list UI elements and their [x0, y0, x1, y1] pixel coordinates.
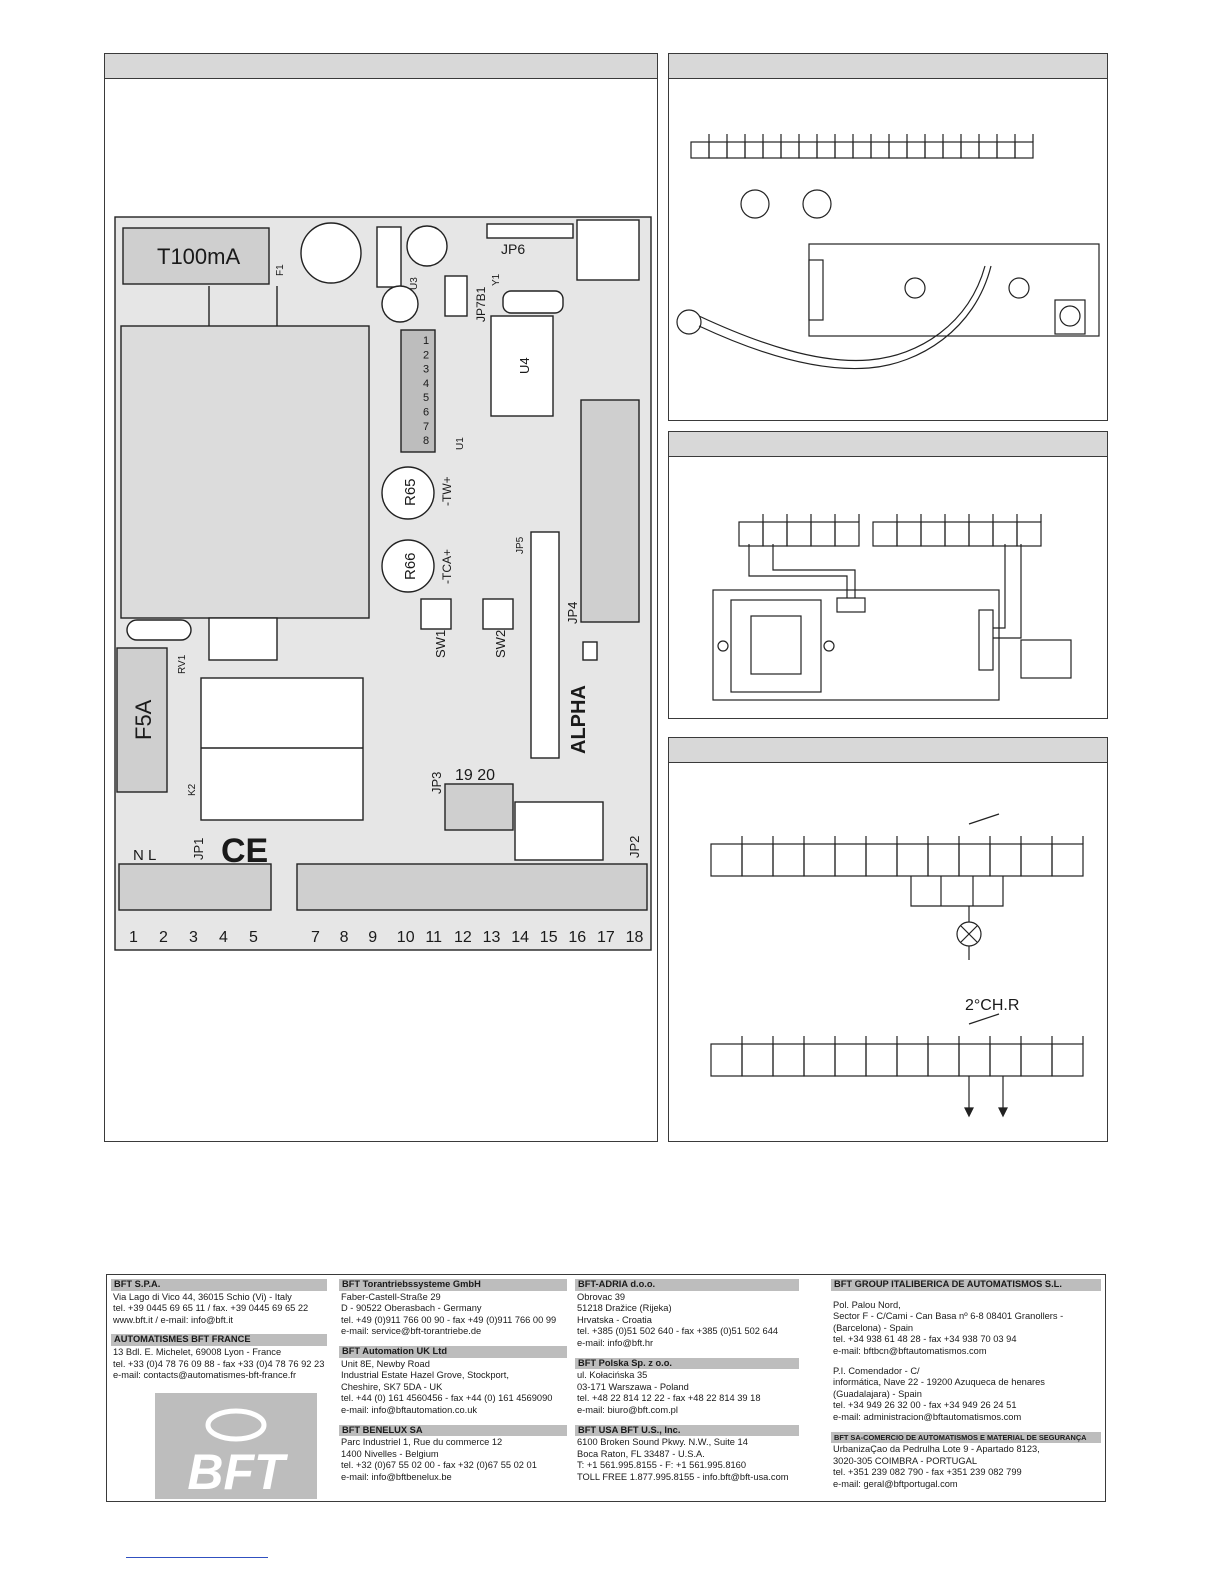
- terminal-box: [853, 142, 871, 158]
- terminal-box: [742, 1044, 773, 1076]
- footer-address-line: e-mail: service@bft-torantriebe.de: [341, 1326, 482, 1337]
- board-label-u4: U4: [517, 357, 532, 374]
- footer-address-line: tel. +49 (0)911 766 00 90 - fax +49 (0)911 766 00 99: [341, 1314, 557, 1325]
- footer-address-line: tel. +385 (0)51 502 640 - fax +385 (0)51 502 644: [577, 1326, 779, 1337]
- dip-switch-number: 1: [423, 335, 430, 347]
- dip-switch-number: 3: [423, 363, 430, 376]
- footer-address-line: TOLL FREE 1.877.995.8155 - info.bft@bft-usa.com: [577, 1471, 789, 1482]
- wiring-diagram-b: [669, 432, 1107, 718]
- terminal-box: [961, 142, 979, 158]
- board-label-y1: Y1: [491, 273, 502, 286]
- bft-logo: [155, 1393, 317, 1499]
- fuse-f5-label: F5A: [131, 699, 156, 740]
- footer-address-line: Industrial Estate Hazel Grove, Stockport,: [341, 1370, 509, 1381]
- footer-address-line: Parc Industriel 1, Rue du commerce 12: [341, 1437, 503, 1448]
- terminal-box: [921, 522, 945, 546]
- board-label-sw2: SW2: [493, 629, 508, 658]
- terminal-box: [817, 142, 835, 158]
- terminal-box: [1052, 1044, 1083, 1076]
- footer-address-line: Sector F - C/Cami - Can Basa nº 6-8 08401 Granollers -: [833, 1311, 1064, 1322]
- board-label-tw: -TW+: [440, 476, 454, 506]
- board-label-jp7b1: JP7B1: [474, 286, 488, 322]
- terminal-box: [897, 1044, 928, 1076]
- terminal-box: [866, 844, 897, 876]
- wiring-diagram-c: [669, 738, 1107, 1141]
- terminal-number: 2: [159, 929, 168, 946]
- footer-address-line: tel. +44 (0) 161 4560456 - fax +44 (0) 161 4569090: [341, 1393, 553, 1404]
- dip-switch-number: 7: [423, 420, 430, 433]
- board-label-jp6: JP6: [501, 241, 526, 257]
- bottom-link-line: [126, 1557, 268, 1558]
- footer-address-line: Cheshire, SK7 5DA - UK: [341, 1381, 443, 1392]
- footer-address-line: ul. Kołacińska 35: [577, 1370, 648, 1381]
- terminal-box: [742, 844, 773, 876]
- terminal-box: [1021, 1044, 1052, 1076]
- footer-address-line: e-mail: geral@bftportugal.com: [833, 1478, 958, 1489]
- footer-col-2: [339, 1279, 567, 1492]
- footer-col-1: [111, 1279, 327, 1390]
- footer-address-line: e-mail: info@bftautomation.co.uk: [341, 1404, 478, 1415]
- board-diagram: [105, 54, 657, 1141]
- footer-address-line: tel. +33 (0)4 78 76 09 88 - fax +33 (0)4 78 76 92 23: [113, 1358, 325, 1369]
- terminal-box: [835, 522, 859, 546]
- board-label-jp4: JP4: [565, 601, 580, 624]
- footer-address-line: informática, Nave 22 - 19200 Azuqueca de henares: [833, 1377, 1045, 1388]
- footer-address-line: Obrovac 39: [577, 1291, 626, 1302]
- terminal-box: [787, 522, 811, 546]
- footer-address-line: Hrvatska - Croatia: [577, 1314, 652, 1325]
- footer-address-line: tel. +48 22 814 12 22 - fax +48 22 814 39 18: [577, 1393, 761, 1404]
- terminal-box: [804, 1044, 835, 1076]
- terminal-box: [959, 844, 990, 876]
- footer-address-line: (Barcelona) - Spain: [833, 1322, 914, 1333]
- terminal-box: [945, 522, 969, 546]
- footer-address-line: e-mail: biuro@bft.com.pl: [577, 1404, 678, 1415]
- board-panel: [104, 53, 658, 1142]
- terminal-box: [781, 142, 799, 158]
- terminal-box: [969, 522, 993, 546]
- board-label-ce: CE: [221, 832, 269, 870]
- terminal-box: [897, 844, 928, 876]
- terminal-box: [773, 1044, 804, 1076]
- footer-address-line: 3020-305 COIMBRA - PORTUGAL: [833, 1455, 977, 1466]
- terminal-number: 17: [597, 929, 615, 946]
- terminal-box: [763, 142, 781, 158]
- terminal-number: 1: [129, 929, 138, 946]
- company-addresses-footer: [106, 1274, 1106, 1502]
- footer-address-line: Boca Raton, FL 33487 - U.S.A.: [577, 1448, 705, 1459]
- dip-switch-number: 5: [423, 392, 430, 405]
- terminal-box: [997, 142, 1015, 158]
- terminal-box: [866, 1044, 897, 1076]
- wiring-panel-c: [668, 737, 1108, 1142]
- wiring-panel-a: [668, 53, 1108, 421]
- footer-company-name: BFT Torantriebssysteme GmbH: [339, 1279, 567, 1291]
- footer-address-line: 03-171 Warszawa - Poland: [577, 1381, 689, 1392]
- footer-address-line: Faber-Castell-Straße 29: [341, 1291, 441, 1302]
- dip-switch-number: 6: [423, 406, 430, 419]
- terminal-box: [990, 844, 1021, 876]
- footer-address-line: e-mail: contacts@automatismes-bft-france.fr: [113, 1370, 297, 1381]
- footer-address-line: tel. +34 938 61 48 28 - fax +34 938 70 03 94: [833, 1334, 1017, 1345]
- footer-address-line: e-mail: info@bft.hr: [577, 1337, 654, 1348]
- footer-address-line: tel. +32 (0)67 55 02 00 - fax +32 (0)67 55 02 01: [341, 1460, 537, 1471]
- board-label-u3: U3: [409, 277, 420, 290]
- wiring-panel-b: [668, 431, 1108, 719]
- terminal-number: 8: [339, 929, 349, 946]
- dip-switch-number: 2: [423, 349, 430, 362]
- terminal-box: [711, 1044, 742, 1076]
- footer-company-name: BFT S.P.A.: [111, 1279, 327, 1291]
- terminal-number: 11: [425, 929, 443, 946]
- terminal-box: [928, 1044, 959, 1076]
- terminal-box: [889, 142, 907, 158]
- board-label-tca: -TCA+: [440, 548, 454, 584]
- terminal-box: [925, 142, 943, 158]
- footer-company-name: BFT BENELUX SA: [339, 1425, 567, 1437]
- footer-address-line: 6100 Broken Sound Pkwy. N.W., Suite 14: [577, 1437, 748, 1448]
- footer-col-3: [575, 1279, 799, 1492]
- terminal-box: [873, 522, 897, 546]
- terminal-box: [811, 522, 835, 546]
- wiring-diagram-a: [669, 54, 1107, 420]
- board-label-f1: F1: [275, 264, 286, 276]
- footer-company-name: AUTOMATISMES BFT FRANCE: [111, 1334, 327, 1346]
- terminal-box: [745, 142, 763, 158]
- footer-address-line: UrbanizaÇao da Pedrulha Lote 9 - Apartado 8123,: [833, 1444, 1040, 1455]
- terminal-box: [990, 1044, 1021, 1076]
- footer-address-line: e-mail: bftbcn@bftautomatismos.com: [833, 1345, 987, 1356]
- terminal-box: [727, 142, 745, 158]
- footer-company-name: BFT USA BFT U.S., Inc.: [575, 1425, 799, 1437]
- terminal-box: [804, 844, 835, 876]
- footer-company-name: BFT SA-COMERCIO DE AUTOMATISMOS E MATERIAL DE SEGURANÇA: [831, 1432, 1101, 1444]
- terminal-box: [959, 1044, 990, 1076]
- footer-address-line: P.I. Comendador - C/: [833, 1365, 920, 1376]
- terminal-box: [835, 1044, 866, 1076]
- terminal-box: [979, 142, 997, 158]
- terminal-box: [739, 522, 763, 546]
- logo-text: BFT: [187, 1444, 285, 1499]
- dip-switch-number: 4: [423, 377, 430, 390]
- footer-company-name: BFT Polska Sp. z o.o.: [575, 1358, 799, 1370]
- board-label-n-l: N L: [133, 847, 157, 864]
- terminal-number: 18: [625, 929, 644, 946]
- footer-address-line: D - 90522 Oberasbach - Germany: [341, 1303, 482, 1314]
- footer-company-name: BFT-ADRIA d.o.o.: [575, 1279, 799, 1291]
- footer-address-line: tel. +351 239 082 790 - fax +351 239 082 799: [833, 1467, 1022, 1478]
- fuse-f1-label: T100mA: [157, 244, 241, 269]
- terminal-box: [1017, 522, 1041, 546]
- dip-switch-number: 8: [423, 435, 430, 448]
- board-label-jp2: JP2: [627, 835, 642, 858]
- footer-company-name: BFT Automation UK Ltd: [339, 1346, 567, 1358]
- terminal-box: [871, 142, 889, 158]
- terminal-box: [943, 142, 961, 158]
- terminal-number: 12: [454, 929, 472, 946]
- board-label-jp5: JP5: [515, 536, 526, 554]
- terminal-box: [711, 844, 742, 876]
- terminal-number: 10: [396, 929, 415, 946]
- board-label-jp1: JP1: [191, 837, 206, 860]
- terminal-box: [897, 522, 921, 546]
- board-label-alpha: ALPHA: [568, 685, 590, 754]
- footer-address-line: Via Lago di Vico 44, 36015 Schio (Vi) - Italy: [113, 1291, 292, 1302]
- terminal-number: 14: [511, 929, 529, 946]
- board-label-r65: R65: [402, 478, 419, 506]
- footer-address-line: Unit 8E, Newby Road: [341, 1358, 430, 1369]
- terminal-box: [1015, 142, 1033, 158]
- terminal-box: [907, 142, 925, 158]
- footer-address-line: e-mail: info@bftbenelux.be: [341, 1471, 452, 1482]
- terminal-box: [691, 142, 709, 158]
- terminal-box: [835, 142, 853, 158]
- footer-address-line: T: +1 561.995.8155 - F: +1 561.995.8160: [577, 1460, 747, 1471]
- board-label-19-20: 19 20: [455, 767, 496, 784]
- board-label-k2: K2: [187, 783, 198, 796]
- footer-address-line: (Guadalajara) - Spain: [833, 1388, 922, 1399]
- terminal-box: [993, 522, 1017, 546]
- terminal-box: [709, 142, 727, 158]
- terminal-box: [799, 142, 817, 158]
- terminal-number: 5: [249, 929, 258, 946]
- board-label-sw1: SW1: [433, 629, 448, 658]
- terminal-box: [773, 844, 804, 876]
- board-label-u1: U1: [455, 437, 466, 450]
- footer-address-line: 13 Bdl. E. Michelet, 69008 Lyon - France: [113, 1346, 282, 1357]
- terminal-box: [835, 844, 866, 876]
- footer-address-line: tel. +34 949 26 32 00 - fax +34 949 26 24 51: [833, 1400, 1017, 1411]
- terminal-box: [928, 844, 959, 876]
- terminal-number: 13: [482, 929, 501, 946]
- board-label-jp3: JP3: [429, 771, 444, 794]
- footer-col-4: [831, 1279, 1101, 1491]
- terminal-box: [1052, 844, 1083, 876]
- board-label-r66: R66: [402, 552, 419, 580]
- second-channel-label: 2°CH.R: [965, 997, 1020, 1014]
- footer-address-line: Pol. Palou Nord,: [833, 1299, 901, 1310]
- terminal-number: 4: [219, 929, 228, 946]
- terminal-number: 3: [189, 929, 198, 946]
- terminal-number: 9: [368, 929, 378, 946]
- footer-address-line: tel. +39 0445 69 65 11 / fax. +39 0445 69 65 22: [113, 1303, 309, 1314]
- terminal-number: 15: [539, 929, 558, 946]
- board-label-rv1: RV1: [177, 654, 188, 674]
- footer-address-line: www.bft.it / e-mail: info@bft.it: [113, 1314, 234, 1325]
- terminal-number: 7: [311, 929, 320, 946]
- footer-company-name: BFT GROUP ITALIBERICA DE AUTOMATISMOS S.L.: [831, 1279, 1101, 1291]
- terminal-box: [763, 522, 787, 546]
- footer-address-line: 51218 Dražice (Rijeka): [577, 1303, 672, 1314]
- terminal-number: 16: [568, 929, 587, 946]
- footer-address-line: 1400 Nivelles - Belgium: [341, 1448, 439, 1459]
- terminal-box: [1021, 844, 1052, 876]
- footer-address-line: e-mail: administracion@bftautomatismos.com: [833, 1411, 1022, 1422]
